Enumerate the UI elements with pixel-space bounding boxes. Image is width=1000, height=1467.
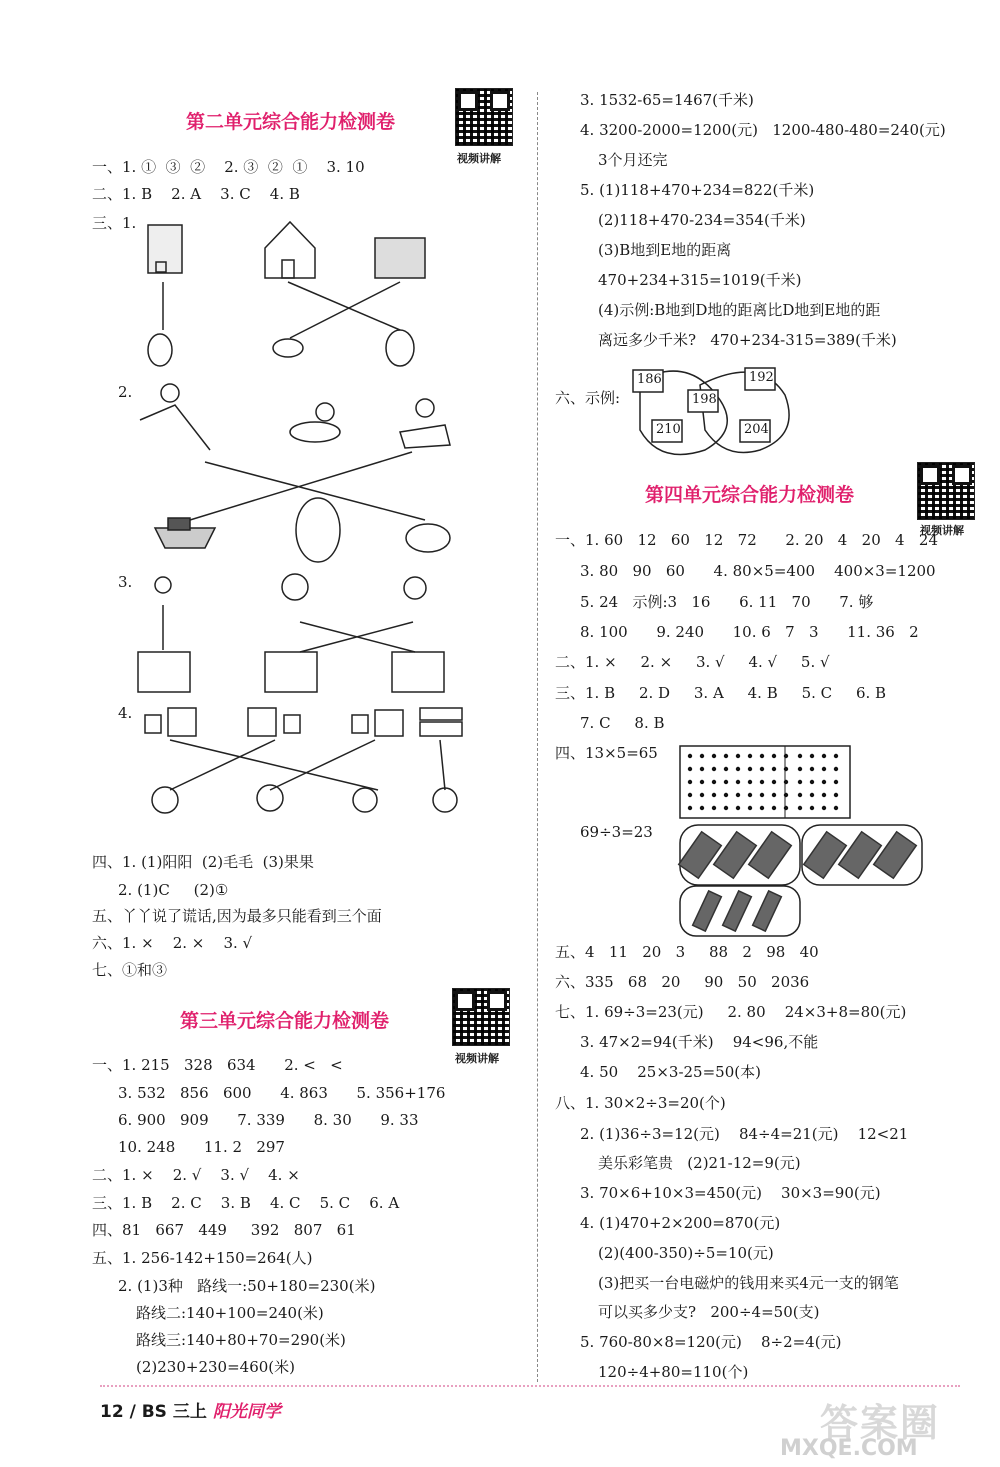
unit2-line: 4. <box>118 704 133 722</box>
stick-bundle <box>714 832 757 879</box>
unit3-line: (2)230+230=460(米) <box>136 1358 295 1376</box>
unit3-line: 10. 248 11. 2 297 <box>118 1138 285 1156</box>
ring-number: 204 <box>744 422 769 437</box>
dot <box>772 780 776 784</box>
unit4-line: 美乐彩笔贵 (2)21-12=9(元) <box>598 1154 801 1172</box>
unit2-line: 2. <box>118 383 133 401</box>
loose-sticks <box>693 891 722 931</box>
dot <box>688 754 692 758</box>
dot <box>834 806 838 810</box>
stick-bundle <box>679 832 722 879</box>
dot <box>724 793 728 797</box>
unit2-line: 四、1. (1)阳阳 (2)毛毛 (3)果果 <box>92 853 314 871</box>
dot <box>810 793 814 797</box>
unit4-line: (3)把买一台电磁炉的钱用来买4元一支的钢笔 <box>598 1274 899 1292</box>
dot <box>822 780 826 784</box>
dot <box>700 793 704 797</box>
dot <box>724 767 728 771</box>
dot <box>688 793 692 797</box>
dot <box>736 806 740 810</box>
dot <box>688 806 692 810</box>
page-label: 12 / BS 三上 <box>100 1402 207 1422</box>
right-line: 470+234+315=1019(千米) <box>598 271 802 289</box>
stick-bundle <box>804 832 847 879</box>
right-line: 离远多少千米? 470+234-315=389(千米) <box>598 331 897 349</box>
dot <box>748 767 752 771</box>
unit4-line: 2. (1)36÷3=12(元) 84÷4=21(元) 12<21 <box>580 1125 909 1143</box>
watermark-top: 答案圈 <box>820 1401 941 1445</box>
dot <box>760 780 764 784</box>
dot <box>784 754 788 758</box>
right-line: 六、示例: <box>555 389 621 407</box>
right-line: 5. (1)118+470+234=822(千米) <box>580 181 815 199</box>
ring-number: 186 <box>637 372 662 387</box>
dot <box>736 754 740 758</box>
dot <box>798 767 802 771</box>
unit2-qr-caption: 视频讲解 <box>457 152 501 165</box>
dot <box>748 806 752 810</box>
dot <box>736 793 740 797</box>
watermark-bottom: MXQE.COM <box>780 1436 918 1461</box>
unit4-line: 一、1. 60 12 60 12 72 2. 20 4 20 4 24 <box>555 531 938 549</box>
dot <box>810 767 814 771</box>
dot <box>834 767 838 771</box>
unit4-line: 七、1. 69÷3=23(元) 2. 80 24×3+8=80(元) <box>555 1003 907 1021</box>
unit2-line: 五、丫丫说了谎话,因为最多只能看到三个面 <box>92 907 382 925</box>
dot <box>784 780 788 784</box>
dot <box>736 767 740 771</box>
dot <box>822 806 826 810</box>
dot <box>810 754 814 758</box>
unit3-line: 2. (1)3种 路线一:50+180=230(米) <box>118 1277 376 1295</box>
dot <box>822 767 826 771</box>
unit3-title: 第三单元综合能力检测卷 <box>180 1010 390 1032</box>
ring-number: 198 <box>692 392 717 407</box>
unit3-line: 一、1. 215 328 634 2. < < <box>92 1056 343 1074</box>
dot <box>834 754 838 758</box>
unit4-line: 八、1. 30×2÷3=20(个) <box>555 1094 726 1112</box>
loose-sticks <box>753 891 782 931</box>
dot <box>822 754 826 758</box>
right-line: (2)118+470-234=354(千米) <box>598 211 806 229</box>
unit3-line: 四、81 667 449 392 807 61 <box>92 1221 356 1239</box>
unit4-line: (2)(400-350)÷5=10(元) <box>598 1244 774 1262</box>
unit2-line: 七、①和③ <box>92 961 168 979</box>
dot <box>810 806 814 810</box>
dot <box>772 806 776 810</box>
stick-bundle <box>874 832 917 879</box>
dot <box>688 780 692 784</box>
dot <box>798 806 802 810</box>
dot <box>772 754 776 758</box>
unit4-line: 5. 760-80×8=120(元) 8÷2=4(元) <box>580 1333 842 1351</box>
dot <box>736 780 740 784</box>
unit4-line: 五、4 11 20 3 88 2 98 40 <box>555 943 819 961</box>
dot <box>700 767 704 771</box>
unit4-line: 69÷3=23 <box>580 823 653 841</box>
unit2-line: 一、1. ① ③ ② 2. ③ ② ① 3. 10 <box>92 158 365 176</box>
right-line: 4. 3200-2000=1200(元) 1200-480-480=240(元) <box>580 121 946 139</box>
footer-rule <box>100 1385 960 1387</box>
dot <box>810 780 814 784</box>
unit4-qr-caption: 视频讲解 <box>920 524 964 537</box>
unit4-line: 可以买多少支? 200÷4=50(支) <box>598 1303 820 1321</box>
dot <box>712 806 716 810</box>
dot <box>784 767 788 771</box>
dot <box>712 754 716 758</box>
unit4-line: 4. 50 25×3-25=50(本) <box>580 1063 761 1081</box>
unit3-line: 五、1. 256-142+150=264(人) <box>92 1249 313 1267</box>
dot <box>748 754 752 758</box>
dot <box>834 793 838 797</box>
unit4-line: 4. (1)470+2×200=870(元) <box>580 1214 781 1232</box>
stick-bundle <box>749 832 792 879</box>
unit4-line: 3. 80 90 60 4. 80×5=400 400×3=1200 <box>580 562 936 580</box>
unit2-line: 三、1. <box>92 214 137 232</box>
dot <box>700 780 704 784</box>
unit3-line: 二、1. × 2. √ 3. √ 4. × <box>92 1166 300 1184</box>
ring-number: 192 <box>749 370 774 385</box>
dot <box>688 767 692 771</box>
dot <box>772 793 776 797</box>
brand-logo: 阳光同学 <box>212 1402 281 1422</box>
dot <box>760 806 764 810</box>
unit2-line: 3. <box>118 573 133 591</box>
unit3-line: 三、1. B 2. C 3. B 4. C 5. C 6. A <box>92 1194 400 1212</box>
unit2-line: 六、1. × 2. × 3. √ <box>92 934 253 952</box>
right-line: 3. 1532-65=1467(千米) <box>580 91 754 109</box>
right-line: 3个月还完 <box>598 151 668 169</box>
stick-bundle <box>839 832 882 879</box>
dot <box>712 793 716 797</box>
unit3-line: 3. 532 856 600 4. 863 5. 356+176 <box>118 1084 446 1102</box>
dot <box>724 780 728 784</box>
dot <box>760 754 764 758</box>
unit3-qr-caption: 视频讲解 <box>455 1052 499 1065</box>
unit4-line: 5. 24 示例:3 16 6. 11 70 7. 够 <box>580 593 874 611</box>
dot <box>760 767 764 771</box>
right-line: (4)示例:B地到D地的距离比D地到E地的距 <box>598 301 881 319</box>
dot <box>760 793 764 797</box>
ring-number: 210 <box>656 422 681 437</box>
dot <box>724 806 728 810</box>
dot <box>700 806 704 810</box>
unit3-line: 6. 900 909 7. 339 8. 30 9. 33 <box>118 1111 419 1129</box>
dot <box>784 793 788 797</box>
unit4-line: 3. 47×2=94(千米) 94<96,不能 <box>580 1033 819 1051</box>
unit2-line: 2. (1)C (2)① <box>118 881 229 899</box>
dot <box>712 780 716 784</box>
right-line: (3)B地到E地的距离 <box>598 241 732 259</box>
unit4-line: 120÷4+80=110(个) <box>598 1363 749 1381</box>
dot <box>798 754 802 758</box>
dot <box>834 780 838 784</box>
unit4-line: 8. 100 9. 240 10. 6 7 3 11. 36 2 <box>580 623 919 641</box>
unit4-line: 二、1. × 2. × 3. √ 4. √ 5. √ <box>555 653 830 671</box>
dot <box>748 780 752 784</box>
unit4-title: 第四单元综合能力检测卷 <box>645 484 855 506</box>
dot <box>784 806 788 810</box>
dot <box>724 754 728 758</box>
unit4-line: 四、13×5=65 <box>555 744 658 762</box>
unit4-line: 7. C 8. B <box>580 714 665 732</box>
unit3-line: 路线三:140+80+70=290(米) <box>136 1331 346 1349</box>
dot <box>700 754 704 758</box>
unit3-line: 路线二:140+100=240(米) <box>136 1304 324 1322</box>
footer <box>100 1397 281 1422</box>
dot <box>822 793 826 797</box>
dot <box>798 780 802 784</box>
dot <box>712 767 716 771</box>
unit2-title: 第二单元综合能力检测卷 <box>186 111 396 133</box>
unit4-line: 3. 70×6+10×3=450(元) 30×3=90(元) <box>580 1184 881 1202</box>
loose-sticks <box>723 891 752 931</box>
unit4-line: 三、1. B 2. D 3. A 4. B 5. C 6. B <box>555 684 887 702</box>
unit2-line: 二、1. B 2. A 3. C 4. B <box>92 185 300 203</box>
watermark <box>780 1392 990 1462</box>
unit4-line: 六、335 68 20 90 50 2036 <box>555 973 810 991</box>
dot <box>748 793 752 797</box>
dot <box>798 793 802 797</box>
dot <box>772 767 776 771</box>
